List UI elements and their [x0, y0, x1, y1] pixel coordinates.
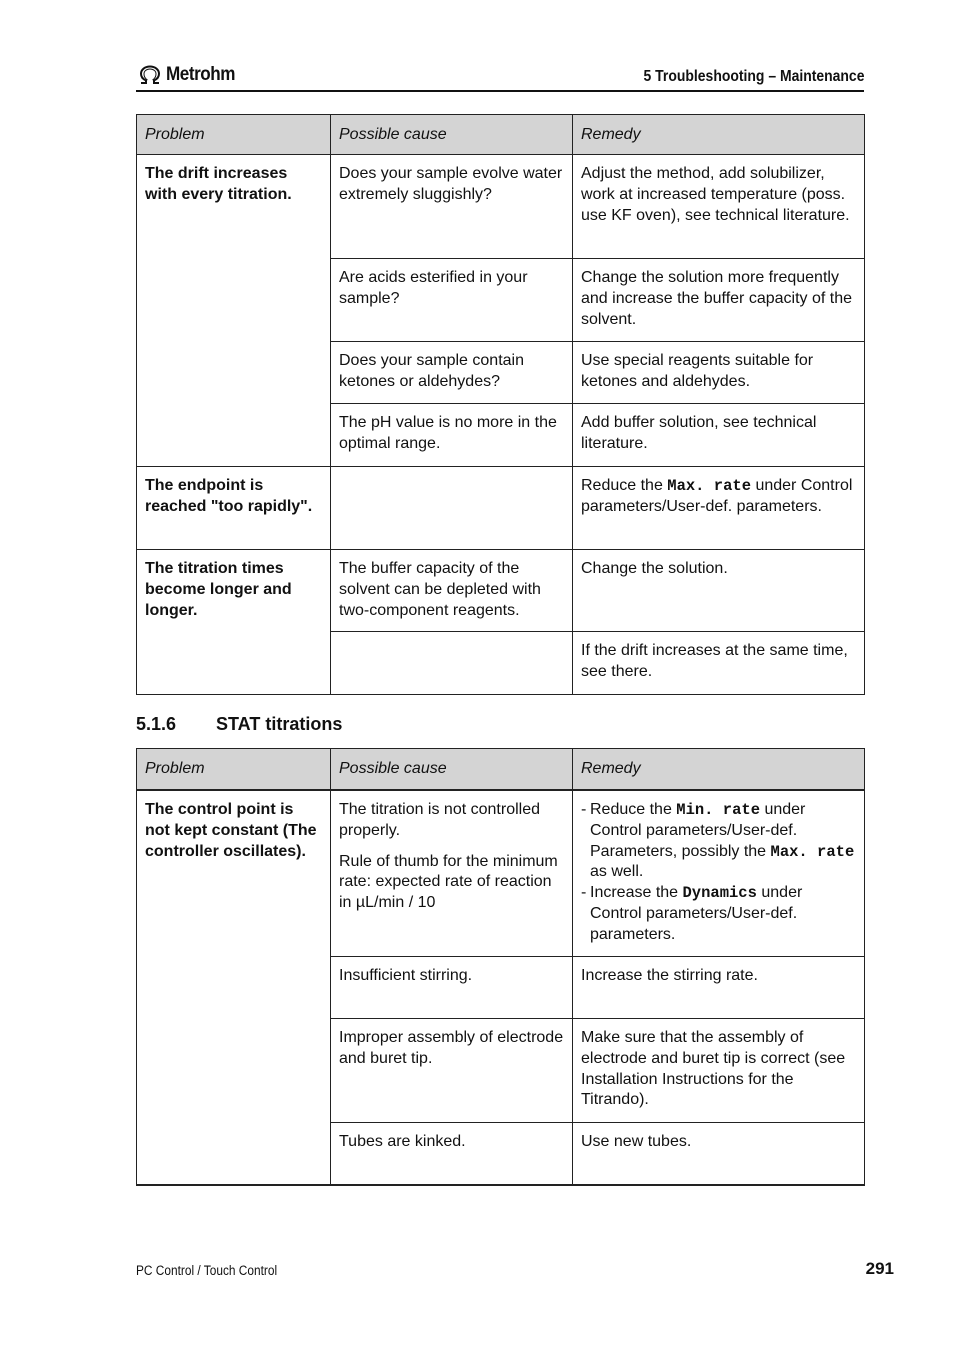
cause-cell: Improper assembly of electrode and buret tip.: [331, 1019, 573, 1123]
remedy-cell: If the drift increases at the same time, see there.: [573, 632, 865, 695]
remedy-text: Increase the: [590, 884, 683, 902]
cause-cell: [331, 632, 573, 695]
remedy-text: Reduce the: [590, 801, 677, 818]
remedy-cell: Use special reagents suitable for ketones and aldehydes.: [573, 342, 865, 404]
remedy-cell: Add buffer solution, see technical literature.: [573, 404, 865, 467]
list-item: [581, 800, 856, 883]
footer-product-name: PC Control / Touch Control: [136, 1263, 278, 1278]
column-header-problem: Problem: [137, 115, 331, 155]
remedy-cell: [573, 790, 865, 957]
remedy-text: under Control parameters/User-def. Parameters, possibly the: [590, 801, 806, 860]
parameter-name: Max. rate: [770, 842, 855, 861]
cause-cell: The buffer capacity of the solvent can be depleted with two-component reagents.: [331, 550, 573, 632]
troubleshooting-table-drift: [136, 114, 865, 695]
column-header-remedy: Remedy: [573, 749, 865, 791]
remedy-text: Reduce the: [581, 477, 668, 494]
omega-icon: [138, 65, 162, 85]
parameter-name: Dynamics: [682, 884, 757, 903]
section-heading: [136, 714, 342, 735]
cause-cell: Does your sample contain ketones or aldehydes?: [331, 342, 573, 404]
problem-cell: The control point is not kept constant (The controller oscillates).: [137, 790, 331, 1185]
cause-cell: Insufficient stirring.: [331, 957, 573, 1019]
problem-cell: The endpoint is reached "too rapidly".: [137, 467, 331, 550]
cause-cell: [331, 790, 573, 957]
metrohm-logo: [138, 64, 243, 86]
remedy-cell: Use new tubes.: [573, 1123, 865, 1186]
troubleshooting-table-stat: [136, 748, 865, 1186]
column-header-cause: Possible cause: [331, 115, 573, 155]
remedy-cell: Change the solution more frequently and increase the buffer capacity of the solvent.: [573, 259, 865, 342]
table-header-row: [137, 115, 865, 155]
parameter-name: Max. rate: [667, 477, 751, 495]
remedy-text: as well.: [590, 863, 644, 881]
remedy-list: [581, 800, 856, 946]
section-number: 5.1.6: [136, 714, 177, 734]
cause-paragraph: The titration is not controlled properly.: [339, 801, 540, 839]
remedy-cell: Change the solution.: [573, 550, 865, 632]
remedy-cell: Adjust the method, add solubilizer, work at increased temperature (poss. use KF oven), see technical literature.: [573, 155, 865, 259]
table-header-row: [137, 749, 865, 791]
table-row: [137, 155, 865, 259]
cause-paragraph: Rule of thumb for the minimum rate: expected rate of reaction in µL/min / 10: [339, 852, 558, 912]
remedy-cell: Increase the stirring rate.: [573, 957, 865, 1019]
chapter-title: 5 Troubleshooting – Maintenance: [643, 68, 864, 85]
problem-cell: The drift increases with every titration.: [137, 155, 331, 467]
remedy-text: under Control parameters/User-def. parameters.: [581, 477, 853, 515]
table-row: [137, 550, 865, 632]
list-item: [581, 883, 856, 945]
remedy-cell: [573, 467, 865, 550]
section-title: STAT titrations: [216, 714, 343, 734]
parameter-name: Min. rate: [676, 801, 760, 819]
cause-cell: Does your sample evolve water extremely sluggishly?: [331, 155, 573, 259]
cause-cell: [331, 467, 573, 550]
column-header-problem: Problem: [137, 749, 331, 791]
table-row: [137, 790, 865, 957]
remedy-text: under Control parameters/User-def. parameters.: [590, 884, 803, 943]
table-row: [137, 467, 865, 550]
remedy-cell: Make sure that the assembly of electrode and buret tip is correct (see Installation Instructions for the Titrando).: [573, 1019, 865, 1123]
page-header: [136, 62, 864, 92]
cause-cell: Are acids esterified in your sample?: [331, 259, 573, 342]
page-number: 291: [865, 1259, 894, 1278]
cause-cell: Tubes are kinked.: [331, 1123, 573, 1186]
column-header-cause: Possible cause: [331, 749, 573, 791]
problem-cell: The titration times become longer and longer.: [137, 550, 331, 695]
cause-cell: The pH value is no more in the optimal range.: [331, 404, 573, 467]
brand-name: Metrohm: [166, 64, 236, 85]
column-header-remedy: Remedy: [573, 115, 865, 155]
